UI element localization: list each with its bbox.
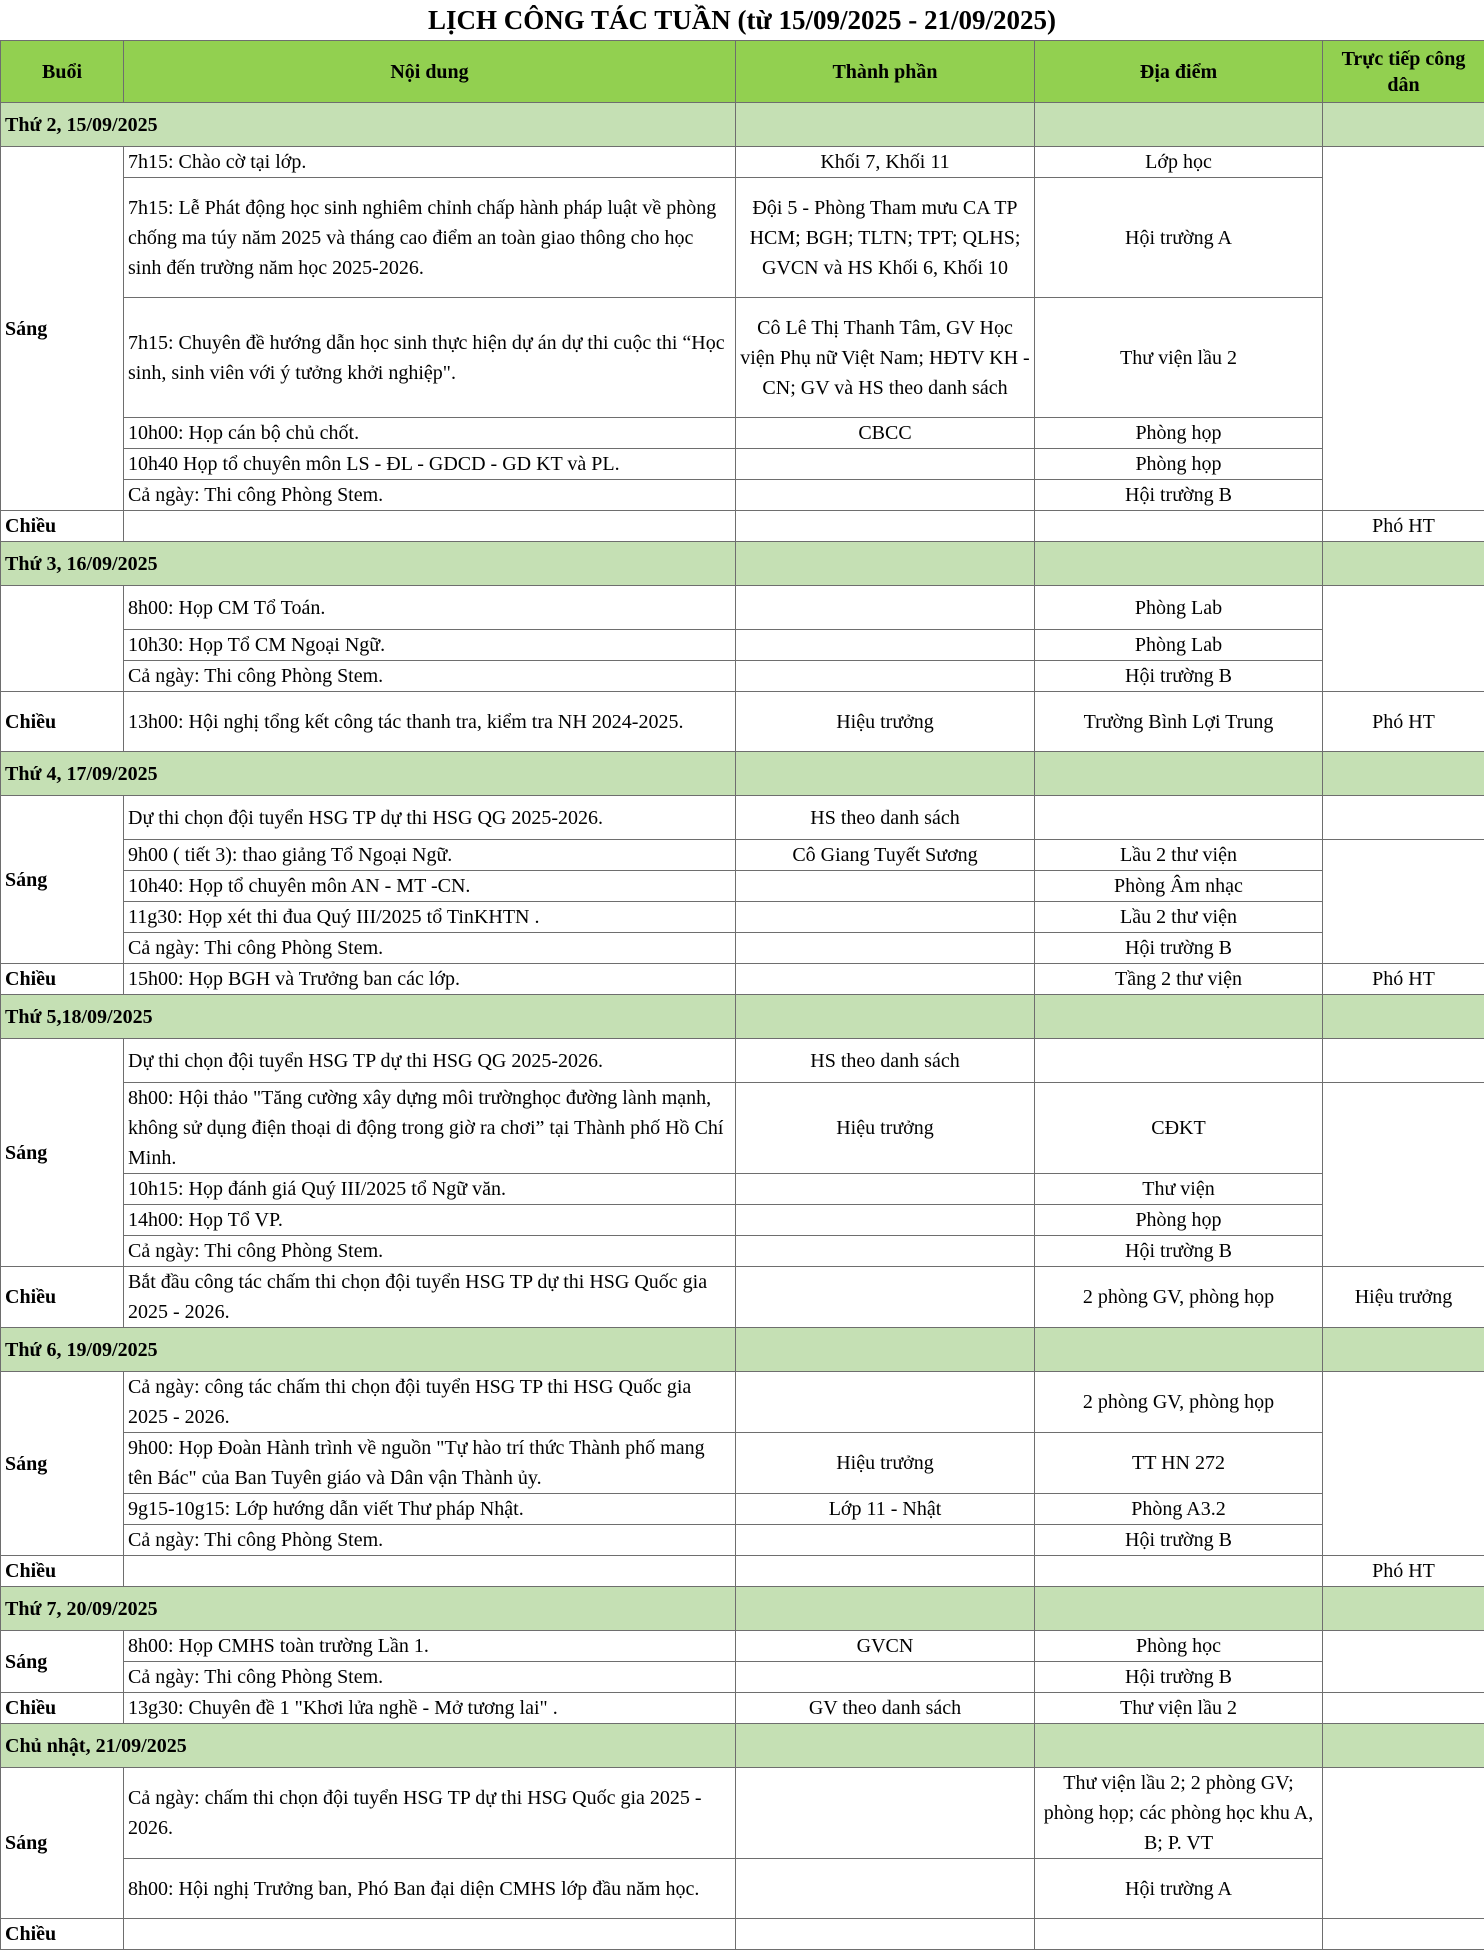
day-label: Thứ 2, 15/09/2025 (1, 103, 736, 147)
content-cell: Bắt đầu công tác chấm thi chọn đội tuyển HSG TP dự thi HSG Quốc gia 2025 - 2026. (124, 1267, 736, 1328)
table-row (1, 178, 1484, 298)
table-row (1, 1039, 1484, 1083)
location-cell: 2 phòng GV, phòng họp (1035, 1372, 1323, 1433)
table-row (1, 796, 1484, 840)
table-row (1, 871, 1484, 902)
content-cell: Cả ngày: Thi công Phòng Stem. (124, 1662, 736, 1693)
day-row-tue (1, 542, 1484, 586)
day-label: Thứ 6, 19/09/2025 (1, 1328, 736, 1372)
day-label: Thứ 5,18/09/2025 (1, 995, 736, 1039)
table-row (1, 1693, 1484, 1724)
header-truc-tiep: Trực tiếp công dân (1323, 41, 1484, 103)
location-cell: Hội trường B (1035, 480, 1323, 511)
table-row (1, 1267, 1484, 1328)
content-cell: 10h40: Họp tổ chuyên môn AN - MT -CN. (124, 871, 736, 902)
content-cell: Cả ngày: công tác chấm thi chọn đội tuyển HSG TP thi HSG Quốc gia 2025 - 2026. (124, 1372, 736, 1433)
table-row (1, 480, 1484, 511)
day-label: Thứ 7, 20/09/2025 (1, 1587, 736, 1631)
duty-cell: Phó HT (1323, 692, 1484, 752)
content-cell: 7h15: Lễ Phát động học sinh nghiêm chỉnh chấp hành pháp luật về phòng chống ma túy năm 2025 và tháng cao điểm an toàn giao thông cho học sinh đến trường năm học 2025-2026. (124, 178, 736, 298)
table-row (1, 661, 1484, 692)
content-cell: Cả ngày: Thi công Phòng Stem. (124, 933, 736, 964)
location-cell: Thư viện lầu 2; 2 phòng GV; phòng họp; các phòng học khu A, B; P. VT (1035, 1768, 1323, 1859)
table-row (1, 1859, 1484, 1919)
day-label: Thứ 3, 16/09/2025 (1, 542, 736, 586)
header-buoi: Buổi (1, 41, 124, 103)
participants-cell: Hiệu trưởng (736, 1433, 1035, 1494)
location-cell: Phòng A3.2 (1035, 1494, 1323, 1525)
content-cell: 13g30: Chuyên đề 1 "Khơi lửa nghề - Mở tương lai" . (124, 1693, 736, 1724)
session-label: Chiều (1, 1556, 124, 1587)
table-row (1, 1372, 1484, 1433)
content-cell: 14h00: Họp Tổ VP. (124, 1205, 736, 1236)
table-row (1, 449, 1484, 480)
header-thanh-phan: Thành phần (736, 41, 1035, 103)
content-cell: 7h15: Chào cờ tại lớp. (124, 147, 736, 178)
participants-cell: GVCN (736, 1631, 1035, 1662)
content-cell: 8h00: Hội thảo "Tăng cường xây dựng môi trườnghọc đường lành mạnh, không sử dụng điện thoại di động trong giờ ra chơi” tại Thành phố Hồ Chí Minh. (124, 1083, 736, 1174)
content-cell: 8h00: Họp CM Tổ Toán. (124, 586, 736, 630)
location-cell: Phòng họp (1035, 1205, 1323, 1236)
schedule-table (0, 40, 1484, 1950)
content-cell: Cả ngày: chấm thi chọn đội tuyển HSG TP dự thi HSG Quốc gia 2025 - 2026. (124, 1768, 736, 1859)
table-row (1, 964, 1484, 995)
table-row (1, 1631, 1484, 1662)
table-row (1, 1494, 1484, 1525)
participants-cell: Hiệu trưởng (736, 1083, 1035, 1174)
participants-cell: CBCC (736, 418, 1035, 449)
table-row (1, 1525, 1484, 1556)
table-row (1, 298, 1484, 418)
day-row-mon (1, 103, 1484, 147)
location-cell: Phòng học (1035, 1631, 1323, 1662)
session-label: Chiều (1, 692, 124, 752)
participants-cell: HS theo danh sách (736, 1039, 1035, 1083)
content-cell: Cả ngày: Thi công Phòng Stem. (124, 480, 736, 511)
content-cell: 15h00: Họp BGH và Trưởng ban các lớp. (124, 964, 736, 995)
participants-cell: HS theo danh sách (736, 796, 1035, 840)
content-cell: 10h30: Họp Tổ CM Ngoại Ngữ. (124, 630, 736, 661)
location-cell: Phòng Lab (1035, 586, 1323, 630)
location-cell: Hội trường B (1035, 933, 1323, 964)
table-row (1, 1083, 1484, 1174)
location-cell: Hội trường B (1035, 1525, 1323, 1556)
duty-cell: Phó HT (1323, 511, 1484, 542)
participants-cell: Cô Lê Thị Thanh Tâm, GV Học viện Phụ nữ Việt Nam; HĐTV KH - CN; GV và HS theo danh sách (736, 298, 1035, 418)
table-row (1, 902, 1484, 933)
location-cell: Phòng họp (1035, 418, 1323, 449)
session-label: Chiều (1, 1693, 124, 1724)
table-row (1, 147, 1484, 178)
day-row-fri (1, 1328, 1484, 1372)
location-cell: Phòng Âm nhạc (1035, 871, 1323, 902)
table-row (1, 586, 1484, 630)
table-row (1, 1768, 1484, 1859)
table-row (1, 1919, 1484, 1950)
content-cell: 7h15: Chuyên đề hướng dẫn học sinh thực hiện dự án dự thi cuộc thi “Học sinh, sinh viên với ý tưởng khởi nghiệp". (124, 298, 736, 418)
participants-cell: Lớp 11 - Nhật (736, 1494, 1035, 1525)
day-row-wed (1, 752, 1484, 796)
content-cell: Cả ngày: Thi công Phòng Stem. (124, 1525, 736, 1556)
location-cell: Lầu 2 thư viện (1035, 840, 1323, 871)
session-label: Chiều (1, 511, 124, 542)
content-cell: 10h00: Họp cán bộ chủ chốt. (124, 418, 736, 449)
session-label: Sáng (1, 147, 124, 511)
participants-cell: Cô Giang Tuyết Sương (736, 840, 1035, 871)
location-cell: Trường Bình Lợi Trung (1035, 692, 1323, 752)
content-cell: 9h00: Họp Đoàn Hành trình về nguồn "Tự hào trí thức Thành phố mang tên Bác" của Ban Tuyên giáo và Dân vận Thành ủy. (124, 1433, 736, 1494)
content-cell: Cả ngày: Thi công Phòng Stem. (124, 661, 736, 692)
location-cell: TT HN 272 (1035, 1433, 1323, 1494)
day-label: Thứ 4, 17/09/2025 (1, 752, 736, 796)
session-label: Chiều (1, 1267, 124, 1328)
day-label: Chủ nhật, 21/09/2025 (1, 1724, 736, 1768)
content-cell: Cả ngày: Thi công Phòng Stem. (124, 1236, 736, 1267)
participants-cell: GV theo danh sách (736, 1693, 1035, 1724)
location-cell: Hội trường B (1035, 661, 1323, 692)
page-title: LỊCH CÔNG TÁC TUẦN (từ 15/09/2025 - 21/09/2025) (0, 0, 1484, 40)
table-row (1, 630, 1484, 661)
table-row (1, 692, 1484, 752)
table-row (1, 1205, 1484, 1236)
day-row-sat (1, 1587, 1484, 1631)
table-row (1, 1662, 1484, 1693)
table-row (1, 1174, 1484, 1205)
content-cell: 10h40 Họp tổ chuyên môn LS - ĐL - GDCD - GD KT và PL. (124, 449, 736, 480)
content-cell: 13h00: Hội nghị tổng kết công tác thanh tra, kiểm tra NH 2024-2025. (124, 692, 736, 752)
location-cell: Thư viện lầu 2 (1035, 298, 1323, 418)
location-cell: Thư viện (1035, 1174, 1323, 1205)
content-cell: Dự thi chọn đội tuyển HSG TP dự thi HSG QG 2025-2026. (124, 1039, 736, 1083)
location-cell: CĐKT (1035, 1083, 1323, 1174)
session-label: Sáng (1, 1039, 124, 1267)
location-cell: Hội trường B (1035, 1662, 1323, 1693)
duty-cell: Phó HT (1323, 964, 1484, 995)
content-cell: 9h00 ( tiết 3): thao giảng Tổ Ngoại Ngữ. (124, 840, 736, 871)
session-label: Chiều (1, 1919, 124, 1950)
participants-cell: Hiệu trưởng (736, 692, 1035, 752)
location-cell: Hội trường A (1035, 178, 1323, 298)
content-cell: 10h15: Họp đánh giá Quý III/2025 tổ Ngữ văn. (124, 1174, 736, 1205)
content-cell: Dự thi chọn đội tuyển HSG TP dự thi HSG QG 2025-2026. (124, 796, 736, 840)
table-row (1, 1236, 1484, 1267)
table-row (1, 933, 1484, 964)
duty-cell: Hiệu trưởng (1323, 1267, 1484, 1328)
location-cell: Hội trường A (1035, 1859, 1323, 1919)
table-row (1, 840, 1484, 871)
header-row (1, 41, 1484, 103)
location-cell: 2 phòng GV, phòng họp (1035, 1267, 1323, 1328)
participants-cell: Khối 7, Khối 11 (736, 147, 1035, 178)
location-cell: Tầng 2 thư viện (1035, 964, 1323, 995)
table-row (1, 1556, 1484, 1587)
content-cell: 8h00: Hội nghị Trưởng ban, Phó Ban đại diện CMHS lớp đầu năm học. (124, 1859, 736, 1919)
content-cell: 11g30: Họp xét thi đua Quý III/2025 tổ TinKHTN . (124, 902, 736, 933)
location-cell: Thư viện lầu 2 (1035, 1693, 1323, 1724)
content-cell: 9g15-10g15: Lớp hướng dẫn viết Thư pháp Nhật. (124, 1494, 736, 1525)
location-cell: Lầu 2 thư viện (1035, 902, 1323, 933)
day-row-sun (1, 1724, 1484, 1768)
table-row (1, 418, 1484, 449)
session-label: Chiều (1, 964, 124, 995)
location-cell: Hội trường B (1035, 1236, 1323, 1267)
session-label: Sáng (1, 796, 124, 964)
session-label: Sáng (1, 1631, 124, 1693)
duty-cell: Phó HT (1323, 1556, 1484, 1587)
header-dia-diem: Địa điểm (1035, 41, 1323, 103)
participants-cell: Đội 5 - Phòng Tham mưu CA TP HCM; BGH; TLTN; TPT; QLHS; GVCN và HS Khối 6, Khối 10 (736, 178, 1035, 298)
table-row (1, 1433, 1484, 1494)
header-noi-dung: Nội dung (124, 41, 736, 103)
session-label: Sáng (1, 1768, 124, 1919)
table-row (1, 511, 1484, 542)
content-cell: 8h00: Họp CMHS toàn trường Lần 1. (124, 1631, 736, 1662)
session-label: Sáng (1, 1372, 124, 1556)
location-cell: Phòng Lab (1035, 630, 1323, 661)
location-cell: Phòng họp (1035, 449, 1323, 480)
location-cell: Lớp học (1035, 147, 1323, 178)
day-row-thu (1, 995, 1484, 1039)
